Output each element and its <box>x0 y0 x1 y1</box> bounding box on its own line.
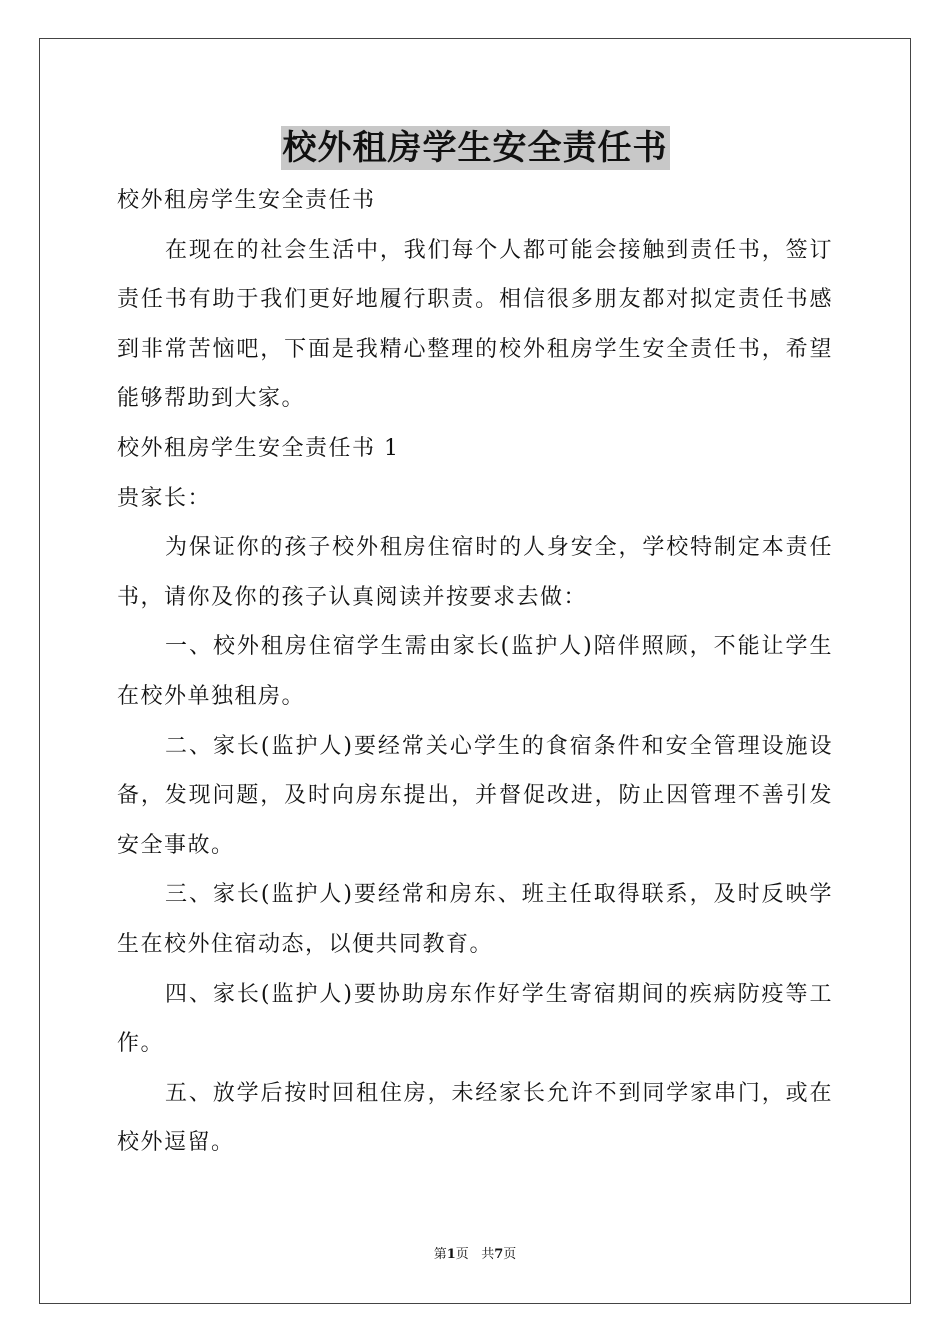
paragraph: 贵家长： <box>117 485 212 511</box>
document-body <box>117 176 833 1168</box>
paragraph: 在现在的社会生活中，我们每个人都可能会接触到责任书，签订责任书有助于我们更好地履行职责。相信很多朋友都对拟定责任书感到非常苦恼吧，下面是我精心整理的校外租房学生安全责任书，希望能够帮助到大家。 <box>117 237 833 412</box>
paragraph: 一、校外租房住宿学生需由家长(监护人)陪伴照顾，不能让学生在校外单独租房。 <box>117 634 833 709</box>
paragraph: 校外租房学生安全责任书 1 <box>117 435 400 461</box>
total-pages: 7 <box>494 1247 504 1262</box>
paragraph: 四、家长(监护人)要协助房东作好学生寄宿期间的疾病防疫等工作。 <box>117 981 833 1057</box>
paragraph: 为保证你的孩子校外租房住宿时的人身安全，学校特制定本责任书，请你及你的孩子认真阅读并按要求去做： <box>117 535 833 610</box>
paragraph: 二、家长(监护人)要经常关心学生的食宿条件和安全管理设施设备，发现问题，及时向房东提出，并督促改进，防止因管理不善引发安全事故。 <box>117 733 833 858</box>
paragraph: 五、放学后按时回租住房，未经家长允许不到同学家串门，或在校外逗留。 <box>117 1080 833 1156</box>
document-title: 校外租房学生安全责任书 <box>282 128 668 168</box>
total-suffix: 页 <box>503 1247 517 1262</box>
paragraph: 三、家长(监护人)要经常和房东、班主任取得联系，及时反映学生在校外住宿动态，以便共同教育。 <box>117 882 833 957</box>
page-footer <box>0 1246 950 1264</box>
page-suffix: 页 <box>455 1247 469 1262</box>
page-prefix: 第 <box>433 1247 447 1262</box>
page-number: 1 <box>446 1247 456 1262</box>
title-container <box>0 126 950 170</box>
total-prefix: 共 <box>481 1247 495 1262</box>
paragraph: 校外租房学生安全责任书 <box>117 188 376 213</box>
